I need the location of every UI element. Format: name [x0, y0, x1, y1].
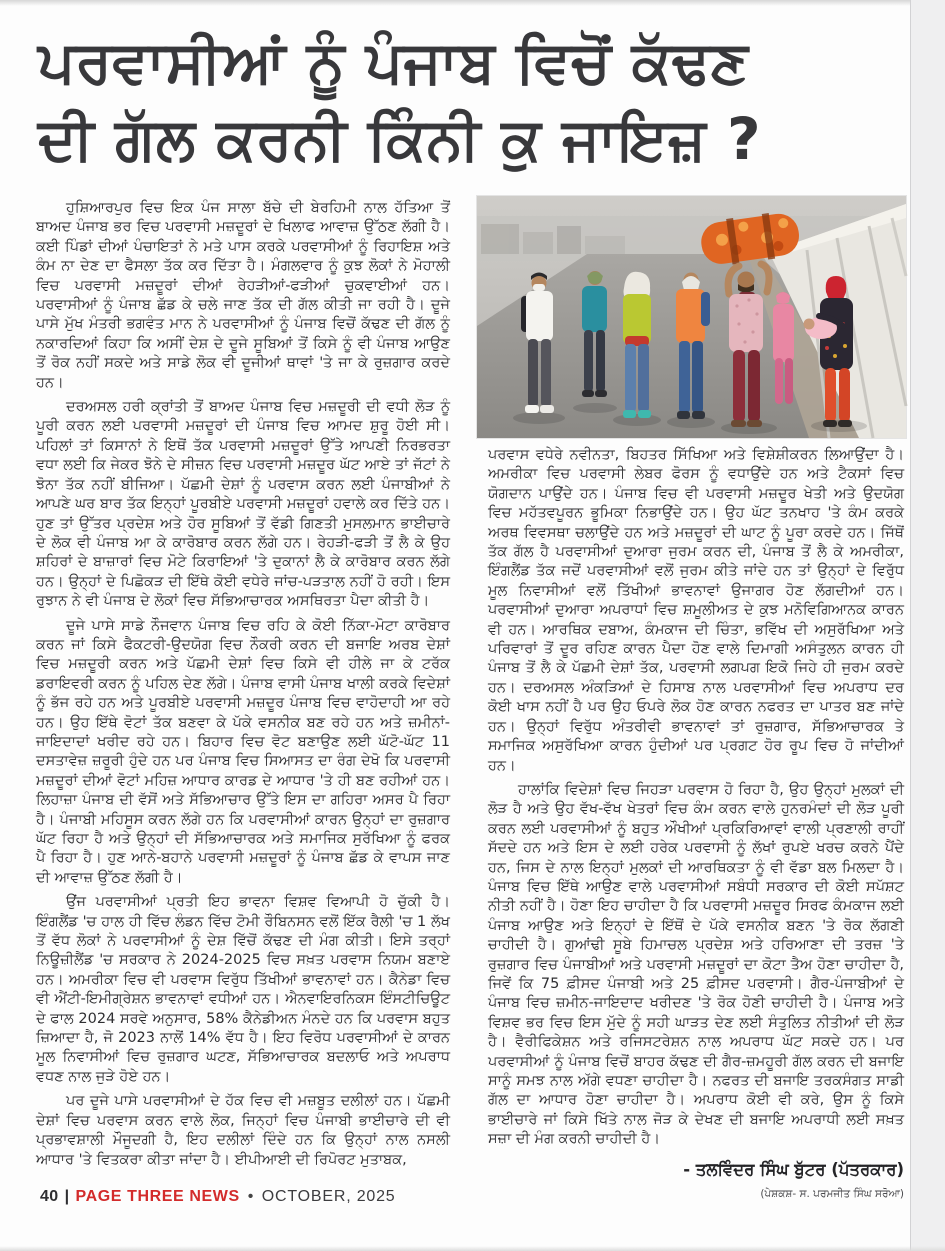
article-paragraph: ਦਰਅਸਲ ਹਰੀ ਕ੍ਰਾਂਤੀ ਤੋਂ ਬਾਅਦ ਪੰਜਾਬ ਵਿਚ ਮਜ਼ਦੂਰੀ ਦੀ ਵਧੀ ਲੋੜ ਨੂੰ ਪੂਰੀ ਕਰਨ ਲਈ ਪਰਵਾਸੀ ਮਜ਼ਦੂਰਾਂ ਦੀ ਪੰਜਾਬ ਵਿਚ ਆਮਦ ਸ਼ੁਰੂ ਹੋਈ ਸੀ। ਪਹਿਲਾਂ ਤਾਂ ਕਿਸਾਨਾਂ ਨੇ ਇਥੋਂ ਤੱਕ ਪਰਵਾਸੀ ਮਜ਼ਦੂਰਾਂ ਉੱਤੇ ਆਪਣੀ ਨਿਰਭਰਤਾ ਵਧਾ ਲਈ ਕਿ ਜੇਕਰ ਝੋਨੇ ਦੇ ਸੀਜ਼ਨ ਵਿਚ ਪਰਵਾਸੀ ਮਜ਼ਦੂਰ ਘੱਟ ਆਏ ਤਾਂ ਜੱਟਾਂ ਨੇ ਝੋਨਾ ਤੱਕ ਨਹੀਂ ਬੀਜਿਆ। ਪੱਛਮੀ ਦੇਸ਼ਾਂ ਨੂੰ ਪਰਵਾਸ ਕਰਨ ਲਈ ਪੰਜਾਬੀਆਂ ਨੇ ਆਪਣੇ ਘਰ ਬਾਰ ਤੱਕ ਇਨ੍ਹਾਂ ਪੂਰਬੀਏ ਪਰਵਾਸੀ ਮਜ਼ਦੂਰਾਂ ਹਵਾਲੇ ਕਰ ਦਿੱਤੇ ਹਨ। ਹੁਣ ਤਾਂ ਉੱਤਰ ਪ੍ਰਦੇਸ਼ ਅਤੇ ਹੋਰ ਸੂਬਿਆਂ ਤੋਂ ਵੱਡੀ ਗਿਣਤੀ ਮੁਸਲਮਾਨ ਭਾਈਚਾਰੇ ਦੇ ਲੋਕ ਵੀ ਪੰਜਾਬ ਆ ਕੇ ਕਾਰੋਬਾਰ ਕਰਨ ਲੱਗੇ ਹਨ। ਰੇਹੜੀ-ਫੜੀ ਤੋਂ ਲੈ ਕੇ ਉਹ ਸ਼ਹਿਰਾਂ ਦੇ ਬਾਜ਼ਾਰਾਂ ਵਿਚ ਮੋਟੇ ਕਿਰਾਇਆਂ 'ਤੇ ਦੁਕਾਨਾਂ ਲੈ ਕੇ ਕਾਰੋਬਾਰ ਕਰਨ ਲੱਗੇ ਹਨ। ਉਨ੍ਹਾਂ ਦੇ ਪਿਛੋਕੜ ਦੀ ਇੱਥੇ ਕੋਈ ਵਧੇਰੇ ਜਾਂਚ-ਪੜਤਾਲ ਨਹੀਂ ਹੋ ਰਹੀ। ਇਸ ਰੁਝਾਨ ਨੇ ਵੀ ਪੰਜਾਬ ਦੇ ਲੋਕਾਂ ਵਿਚ ਸੱਭਿਆਚਾਰਕ ਅਸਥਿਰਤਾ ਪੈਦਾ ਕੀਤੀ ਹੈ।: [36, 399, 450, 610]
issue-date: OCTOBER, 2025: [261, 1188, 396, 1205]
page-top-edge: [0, 0, 945, 6]
article-paragraph: ਪਰਵਾਸ ਵਧੇਰੇ ਨਵੀਨਤਾ, ਬਿਹਤਰ ਸਿੱਖਿਆ ਅਤੇ ਵਿਸ਼ੇਸ਼ੀਕਰਨ ਲਿਆਉਂਦਾ ਹੈ। ਅਮਰੀਕਾ ਵਿਚ ਪਰਵਾਸੀ ਲੇਬਰ ਫੋਰਸ ਨੂੰ ਵਧਾਉਂਦੇ ਹਨ ਅਤੇ ਟੈਕਸਾਂ ਵਿਚ ਯੋਗਦਾਨ ਪਾਉਂਦੇ ਹਨ। ਪੰਜਾਬ ਵਿਚ ਵੀ ਪਰਵਾਸੀ ਮਜ਼ਦੂਰ ਖੇਤੀ ਅਤੇ ਉਦਯੋਗ ਵਿਚ ਮਹੱਤਵਪੂਰਨ ਭੂਮਿਕਾ ਨਿਭਾਉਂਦੇ ਹਨ। ਉਹ ਘੱਟ ਤਨਖਾਹ 'ਤੇ ਕੰਮ ਕਰਕੇ ਅਰਥ ਵਿਵਸਥਾ ਚਲਾਉਂਦੇ ਹਨ ਅਤੇ ਮਜ਼ਦੂਰਾਂ ਦੀ ਘਾਟ ਨੂੰ ਪੂਰਾ ਕਰਦੇ ਹਨ। ਜਿੱਥੋਂ ਤੱਕ ਗੱਲ ਹੈ ਪਰਵਾਸੀਆਂ ਦੁਆਰਾ ਜੁਰਮ ਕਰਨ ਦੀ, ਪੰਜਾਬ ਤੋਂ ਲੈ ਕੇ ਅਮਰੀਕਾ, ਇੰਗਲੈਂਡ ਤੱਕ ਜਦੋਂ ਪਰਵਾਸੀਆਂ ਵਲੋਂ ਜੁਰਮ ਕੀਤੇ ਜਾਂਦੇ ਹਨ ਤਾਂ ਉਨ੍ਹਾਂ ਦੇ ਵਿਰੁੱਧ ਮੂਲ ਨਿਵਾਸੀਆਂ ਵਲੋਂ ਤਿੱਖੀਆਂ ਭਾਵਨਾਵਾਂ ਉਜਾਗਰ ਹੋਣ ਲੱਗਦੀਆਂ ਹਨ। ਪਰਵਾਸੀਆਂ ਦੁਆਰਾ ਅਪਰਾਧਾਂ ਵਿਚ ਸ਼ਮੂਲੀਅਤ ਦੇ ਕੁਝ ਮਨੋਵਿਗਿਆਨਕ ਕਾਰਨ ਵੀ ਹਨ। ਆਰਥਿਕ ਦਬਾਅ, ਕੰਮਕਾਜ ਦੀ ਚਿੰਤਾ, ਭਵਿੱਖ ਦੀ ਅਸੁਰੱਖਿਆ ਅਤੇ ਪਰਿਵਾਰਾਂ ਤੋਂ ਦੂਰ ਰਹਿਣ ਕਾਰਨ ਪੈਦਾ ਹੋਣ ਵਾਲੇ ਦਿਮਾਗੀ ਅਸੰਤੁਲਨ ਕਾਰਨ ਹੀ ਪੰਜਾਬ ਤੋਂ ਲੈ ਕੇ ਪੱਛਮੀ ਦੇਸ਼ਾਂ ਤੱਕ, ਪਰਵਾਸੀ ਲਗਪਗ ਇਕੋ ਜਿਹੇ ਹੀ ਜੁਰਮ ਕਰਦੇ ਹਨ। ਦਰਅਸਲ ਅੰਕੜਿਆਂ ਦੇ ਹਿਸਾਬ ਨਾਲ ਪਰਵਾਸੀਆਂ ਵਿਚ ਅਪਰਾਧ ਦਰ ਕੋਈ ਖਾਸ ਨਹੀਂ ਹੈ ਪਰ ਉਹ ਓਪਰੇ ਲੋਕ ਹੋਣ ਕਾਰਨ ਨਫਰਤ ਦਾ ਪਾਤਰ ਬਣ ਜਾਂਦੇ ਹਨ। ਉਨ੍ਹਾਂ ਵਿਰੁੱਧ ਅੰਤਰੀਵੀ ਭਾਵਨਾਵਾਂ ਤਾਂ ਰੁਜ਼ਗਾਰ, ਸੱਭਿਆਚਾਰਕ ਤੇ ਸਮਾਜਿਕ ਅਸੁਰੱਖਿਆ ਕਾਰਨ ਹੁੰਦੀਆਂ ਪਰ ਪ੍ਰਗਟ ਹੋਰ ਰੂਪ ਵਿਚ ਹੋ ਜਾਂਦੀਆਂ ਹਨ।: [488, 447, 904, 774]
page-footer: [40, 1188, 900, 1206]
article-credit: (ਪੇਸ਼ਕਸ਼- ਸ. ਪਰਮਜੀਤ ਸਿੰਘ ਸਰੋਆ): [760, 1188, 904, 1201]
page-number: 40: [40, 1188, 59, 1205]
article-column-right: [488, 446, 904, 1201]
article-paragraph: ਉਂਜ ਪਰਵਾਸੀਆਂ ਪ੍ਰਤੀ ਇਹ ਭਾਵਨਾ ਵਿਸ਼ਵ ਵਿਆਪੀ ਹੋ ਚੁੱਕੀ ਹੈ। ਇੰਗਲੈਂਡ 'ਚ ਹਾਲ ਹੀ ਵਿੱਚ ਲੰਡਨ ਵਿੱਚ ਟੋਮੀ ਰੌਬਿਨਸਨ ਵਲੋਂ ਇੱਕ ਰੈਲੀ 'ਚ 1 ਲੱਖ ਤੋਂ ਵੱਧ ਲੋਕਾਂ ਨੇ ਪਰਵਾਸੀਆਂ ਨੂੰ ਦੇਸ਼ ਵਿੱਚੋਂ ਕੱਢਣ ਦੀ ਮੰਗ ਕੀਤੀ। ਇਸੇ ਤਰ੍ਹਾਂ ਨਿਊਜ਼ੀਲੈਂਡ 'ਚ ਸਰਕਾਰ ਨੇ 2024-2025 ਵਿਚ ਸਖ਼ਤ ਪਰਵਾਸ ਨਿਯਮ ਬਣਾਏ ਹਨ। ਅਮਰੀਕਾ ਵਿਚ ਵੀ ਪਰਵਾਸ ਵਿਰੁੱਧ ਤਿੱਖੀਆਂ ਭਾਵਨਾਵਾਂ ਹਨ। ਕੈਨੇਡਾ ਵਿਚ ਵੀ ਐਂਟੀ-ਇਮੀਗ੍ਰੇਸ਼ਨ ਭਾਵਨਾਵਾਂ ਵਧੀਆਂ ਹਨ। ਐਨਵਾਇਰਨਿਕਸ ਇੰਸਟੀਚਿਊਟ ਦੇ ਫਾਲ 2024 ਸਰਵੇ ਅਨੁਸਾਰ, 58% ਕੈਨੇਡੀਅਨ ਮੰਨਦੇ ਹਨ ਕਿ ਪਰਵਾਸ ਬਹੁਤ ਜ਼ਿਆਦਾ ਹੈ, ਜੋ 2023 ਨਾਲੋਂ 14% ਵੱਧ ਹੈ। ਇਹ ਵਿਰੋਧ ਪਰਵਾਸੀਆਂ ਦੇ ਕਾਰਨ ਮੂਲ ਨਿਵਾਸੀਆਂ ਵਿਚ ਰੁਜ਼ਗਾਰ ਘਟਣ, ਸੱਭਿਆਚਾਰਕ ਬਦਲਾਓ ਅਤੇ ਅਪਰਾਧ ਵਧਣ ਨਾਲ ਜੁੜੇ ਹੋਏ ਹਨ।: [36, 894, 450, 1085]
footer-bullet: •: [247, 1188, 254, 1205]
article-paragraph: ਹਾਲਾਂਕਿ ਵਿਦੇਸ਼ਾਂ ਵਿਚ ਜਿਹੜਾ ਪਰਵਾਸ ਹੋ ਰਿਹਾ ਹੈ, ਉਹ ਉਨ੍ਹਾਂ ਮੁਲਕਾਂ ਦੀ ਲੋੜ ਹੈ ਅਤੇ ਉਹ ਵੱਖ-ਵੱਖ ਖੇਤਰਾਂ ਵਿਚ ਕੰਮ ਕਰਨ ਵਾਲੇ ਹੁਨਰਮੰਦਾਂ ਦੀ ਲੋੜ ਪੂਰੀ ਕਰਨ ਲਈ ਪਰਵਾਸੀਆਂ ਨੂੰ ਬਹੁਤ ਔਖੀਆਂ ਪ੍ਰਕਿਰਿਆਵਾਂ ਵਾਲੀ ਪ੍ਰਣਾਲੀ ਰਾਹੀਂ ਸੱਦਦੇ ਹਨ ਅਤੇ ਇਸ ਦੇ ਲਈ ਹਰੇਕ ਪਰਵਾਸੀ ਨੂੰ ਲੱਖਾਂ ਰੁਪਏ ਖਰਚ ਕਰਨੇ ਪੈਂਦੇ ਹਨ, ਜਿਸ ਦੇ ਨਾਲ ਇਨ੍ਹਾਂ ਮੁਲਕਾਂ ਦੀ ਆਰਥਿਕਤਾ ਨੂੰ ਵੀ ਵੱਡਾ ਬਲ ਮਿਲਦਾ ਹੈ। ਪੰਜਾਬ ਵਿਚ ਇੱਥੇ ਆਉਣ ਵਾਲੇ ਪਰਵਾਸੀਆਂ ਸਬੰਧੀ ਸਰਕਾਰ ਦੀ ਕੋਈ ਸਪੱਸ਼ਟ ਨੀਤੀ ਨਹੀਂ ਹੈ। ਹੋਣਾ ਇਹ ਚਾਹੀਦਾ ਹੈ ਕਿ ਪਰਵਾਸੀ ਮਜ਼ਦੂਰ ਸਿਰਫ ਕੰਮਕਾਜ ਲਈ ਪੰਜਾਬ ਆਉਣ ਅਤੇ ਇਨ੍ਹਾਂ ਦੇ ਇੱਥੋਂ ਦੇ ਪੱਕੇ ਵਸਨੀਕ ਬਣਨ 'ਤੇ ਰੋਕ ਲੱਗਣੀ ਚਾਹੀਦੀ ਹੈ। ਗੁਆਂਢੀ ਸੂਬੇ ਹਿਮਾਚਲ ਪ੍ਰਦੇਸ਼ ਅਤੇ ਹਰਿਆਣਾ ਦੀ ਤਰਜ਼ 'ਤੇ ਰੁਜ਼ਗਾਰ ਵਿਚ ਪੰਜਾਬੀਆਂ ਅਤੇ ਪਰਵਾਸੀ ਮਜ਼ਦੂਰਾਂ ਦਾ ਕੋਟਾ ਤੈਅ ਹੋਣਾ ਚਾਹੀਦਾ ਹੈ, ਜਿਵੇਂ ਕਿ 75 ਫ਼ੀਸਦ ਪੰਜਾਬੀ ਅਤੇ 25 ਫ਼ੀਸਦ ਪਰਵਾਸੀ। ਗੈਰ-ਪੰਜਾਬੀਆਂ ਦੇ ਪੰਜਾਬ ਵਿਚ ਜ਼ਮੀਨ-ਜਾਇਦਾਦ ਖਰੀਦਣ 'ਤੇ ਰੋਕ ਹੋਣੀ ਚਾਹੀਦੀ ਹੈ। ਪੰਜਾਬ ਅਤੇ ਵਿਸ਼ਵ ਭਰ ਵਿਚ ਇਸ ਮੁੱਦੇ ਨੂੰ ਸਹੀ ਘਾੜਤ ਦੇਣ ਲਈ ਸੰਤੁਲਿਤ ਨੀਤੀਆਂ ਦੀ ਲੋੜ ਹੈ। ਵੈਰੀਫਿਕੇਸ਼ਨ ਅਤੇ ਰਜਿਸਟਰੇਸ਼ਨ ਨਾਲ ਅਪਰਾਧ ਘੱਟ ਸਕਦੇ ਹਨ। ਪਰ ਪਰਵਾਸੀਆਂ ਨੂੰ ਪੰਜਾਬ ਵਿਚੋਂ ਬਾਹਰ ਕੱਢਣ ਦੀ ਗੈਰ-ਜ਼ਮਹੂਰੀ ਗੱਲ ਕਰਨ ਦੀ ਬਜਾਇ ਸਾਨੂੰ ਸਮਝ ਨਾਲ ਅੱਗੇ ਵਧਣਾ ਚਾਹੀਦਾ ਹੈ। ਨਫਰਤ ਦੀ ਬਜਾਇ ਤਰਕਸੰਗਤ ਸਾਡੀ ਗੱਲ ਦਾ ਆਧਾਰ ਹੋਣਾ ਚਾਹੀਦਾ ਹੈ। ਅਪਰਾਧ ਕੋਈ ਵੀ ਕਰੇ, ਉਸ ਨੂੰ ਕਿਸੇ ਭਾਈਚਾਰੇ ਜਾਂ ਕਿਸੇ ਖਿੱਤੇ ਨਾਲ ਜੋੜ ਕੇ ਦੇਖਣ ਦੀ ਬਜਾਇ ਅਪਰਾਧੀ ਲਈ ਸਖ਼ਤ ਸਜ਼ਾ ਦੀ ਮੰਗ ਕਰਨੀ ਚਾਹੀਦੀ ਹੈ।: [488, 781, 904, 1148]
page-right-edge: [910, 0, 945, 1251]
headline-line-1: ਪਰਵਾਸੀਆਂ ਨੂੰ ਪੰਜਾਬ ਵਿਚੋਂ ਕੱਢਣ: [38, 28, 749, 96]
article-byline: - ਤਲਵਿੰਦਰ ਸਿੰਘ ਬੁੱਟਰ (ਪੱਤਰਕਾਰ): [683, 1159, 904, 1179]
article-photo: [477, 196, 906, 438]
article-paragraph: ਹੁਸ਼ਿਆਰਪੁਰ ਵਿਚ ਇਕ ਪੰਜ ਸਾਲਾ ਬੱਚੇ ਦੀ ਬੇਰਹਿਮੀ ਨਾਲ ਹੱਤਿਆ ਤੋਂ ਬਾਅਦ ਪੰਜਾਬ ਭਰ ਵਿਚ ਪਰਵਾਸੀ ਮਜ਼ਦੂਰਾਂ ਦੇ ਖਿਲਾਫ ਆਵਾਜ਼ ਉੱਠਣ ਲੱਗੀ ਹੈ। ਕਈ ਪਿੰਡਾਂ ਦੀਆਂ ਪੰਚਾਇਤਾਂ ਨੇ ਮਤੇ ਪਾਸ ਕਰਕੇ ਪਰਵਾਸੀਆਂ ਨੂੰ ਰਿਹਾਇਸ਼ ਅਤੇ ਕੰਮ ਨਾ ਦੇਣ ਦਾ ਫੈਸਲਾ ਤੱਕ ਕਰ ਦਿੱਤਾ ਹੈ। ਮੰਗਲਵਾਰ ਨੂੰ ਕੁਝ ਲੋਕਾਂ ਨੇ ਮੋਹਾਲੀ ਵਿਚ ਪਰਵਾਸੀ ਮਜ਼ਦੂਰਾਂ ਦੀਆਂ ਰੇਹੜੀਆਂ-ਫੜੀਆਂ ਚੁਕਵਾਈਆਂ ਹਨ। ਪਰਵਾਸੀਆਂ ਨੂੰ ਪੰਜਾਬ ਛੱਡ ਕੇ ਚਲੇ ਜਾਣ ਤੱਕ ਦੀ ਗੱਲ ਕੀਤੀ ਜਾ ਰਹੀ ਹੈ। ਦੂਜੇ ਪਾਸੇ ਮੁੱਖ ਮੰਤਰੀ ਭਗਵੰਤ ਮਾਨ ਨੇ ਪਰਵਾਸੀਆਂ ਨੂੰ ਪੰਜਾਬ ਵਿਚੋਂ ਕੱਢਣ ਦੀ ਗੱਲ ਨੂੰ ਨਕਾਰਦਿਆਂ ਕਿਹਾ ਕਿ ਅਸੀਂ ਦੇਸ਼ ਦੇ ਦੂਜੇ ਸੂਬਿਆਂ ਤੋਂ ਕਿਸੇ ਨੂੰ ਵੀ ਪੰਜਾਬ ਆਉਣ ਤੋਂ ਰੋਕ ਨਹੀਂ ਸਕਦੇ ਅਤੇ ਸਾਡੇ ਲੋਕ ਵੀ ਦੂਜੀਆਂ ਥਾਵਾਂ 'ਤੇ ਜਾ ਕੇ ਰੁਜ਼ਗਾਰ ਕਰਦੇ ਹਨ।: [36, 200, 450, 391]
article-headline: [38, 24, 898, 178]
article-column-left: [36, 199, 450, 1168]
headline-line-2: ਦੀ ਗੱਲ ਕਰਨੀ ਕਿੰਨੀ ਕੁ ਜਾਇਜ਼ ?: [38, 105, 762, 173]
article-paragraph: ਪਰ ਦੂਜੇ ਪਾਸੇ ਪਰਵਾਸੀਆਂ ਦੇ ਹੱਕ ਵਿਚ ਵੀ ਮਜ਼ਬੂਤ ਦਲੀਲਾਂ ਹਨ। ਪੱਛਮੀ ਦੇਸ਼ਾਂ ਵਿਚ ਪਰਵਾਸ ਕਰਨ ਵਾਲੇ ਲੋਕ, ਜਿਨ੍ਹਾਂ ਵਿਚ ਪੰਜਾਬੀ ਭਾਈਚਾਰੇ ਦੀ ਵੀ ਪ੍ਰਭਾਵਸ਼ਾਲੀ ਮੌਜੂਦਗੀ ਹੈ, ਇਹ ਦਲੀਲਾਂ ਦਿੰਦੇ ਹਨ ਕਿ ਉਨ੍ਹਾਂ ਨਾਲ ਨਸਲੀ ਆਧਾਰ 'ਤੇ ਵਿਤਕਰਾ ਕੀਤਾ ਜਾਂਦਾ ਹੈ। ਈਪੀਆਈ ਦੀ ਰਿਪੋਰਟ ਮੁਤਾਬਕ,: [36, 1093, 450, 1168]
article-paragraph: ਦੂਜੇ ਪਾਸੇ ਸਾਡੇ ਨੌਜਵਾਨ ਪੰਜਾਬ ਵਿਚ ਰਹਿ ਕੇ ਕੋਈ ਨਿੱਕਾ-ਮੋਟਾ ਕਾਰੋਬਾਰ ਕਰਨ ਜਾਂ ਕਿਸੇ ਫੈਕਟਰੀ-ਉਦਯੋਗ ਵਿਚ ਨੌਕਰੀ ਕਰਨ ਦੀ ਬਜਾਇ ਅਰਬ ਦੇਸ਼ਾਂ ਵਿਚ ਮਜ਼ਦੂਰੀ ਕਰਨ ਅਤੇ ਪੱਛਮੀ ਦੇਸ਼ਾਂ ਵਿਚ ਕਿਸੇ ਵੀ ਹੀਲੇ ਜਾ ਕੇ ਟਰੱਕ ਡਰਾਇਵਰੀ ਕਰਨ ਨੂੰ ਪਹਿਲ ਦੇਣ ਲੱਗੇ। ਪੰਜਾਬ ਵਾਸੀ ਪੰਜਾਬ ਖਾਲੀ ਕਰਕੇ ਵਿਦੇਸ਼ਾਂ ਨੂੰ ਭੱਜ ਰਹੇ ਹਨ ਅਤੇ ਪੂਰਬੀਏ ਪਰਵਾਸੀ ਮਜ਼ਦੂਰ ਪੰਜਾਬ ਵਿਚ ਵਾਹੋਦਾਹੀ ਆ ਰਹੇ ਹਨ। ਉਹ ਇੱਥੇ ਵੋਟਾਂ ਤੱਕ ਬਣਵਾ ਕੇ ਪੱਕੇ ਵਸਨੀਕ ਬਣ ਰਹੇ ਹਨ ਅਤੇ ਜ਼ਮੀਨਾਂ-ਜਾਇਦਾਦਾਂ ਖਰੀਦ ਰਹੇ ਹਨ। ਬਿਹਾਰ ਵਿਚ ਵੋਟ ਬਣਾਉਣ ਲਈ ਘੱਟੋ-ਘੱਟ 11 ਦਸਤਾਵੇਜ਼ ਜ਼ਰੂਰੀ ਹੁੰਦੇ ਹਨ ਪਰ ਪੰਜਾਬ ਵਿਚ ਸਿਆਸਤ ਦਾ ਰੰਗ ਦੇਖੋ ਕਿ ਪਰਵਾਸੀ ਮਜ਼ਦੂਰਾਂ ਦੀਆਂ ਵੋਟਾਂ ਮਹਿਜ਼ ਆਧਾਰ ਕਾਰਡ ਦੇ ਆਧਾਰ 'ਤੇ ਹੀ ਬਣ ਰਹੀਆਂ ਹਨ। ਲਿਹਾਜ਼ਾ ਪੰਜਾਬ ਦੀ ਵੱਸੋਂ ਅਤੇ ਸੱਭਿਆਚਾਰ ਉੱਤੇ ਇਸ ਦਾ ਗਹਿਰਾ ਅਸਰ ਪੈ ਰਿਹਾ ਹੈ। ਪੰਜਾਬੀ ਮਹਿਸੂਸ ਕਰਨ ਲੱਗੇ ਹਨ ਕਿ ਪਰਵਾਸੀਆਂ ਕਾਰਨ ਉਨ੍ਹਾਂ ਦਾ ਰੁਜ਼ਗਾਰ ਘੱਟ ਰਿਹਾ ਹੈ ਅਤੇ ਉਨ੍ਹਾਂ ਦੀ ਸੱਭਿਆਚਾਰਕ ਅਤੇ ਸਮਾਜਿਕ ਸੁਰੱਖਿਆ ਨੂੰ ਫਰਕ ਪੈ ਰਿਹਾ ਹੈ। ਹੁਣ ਆਨੇ-ਬਹਾਨੇ ਪਰਵਾਸੀ ਮਜ਼ਦੂਰਾਂ ਨੂੰ ਪੰਜਾਬ ਛੱਡ ਕੇ ਵਾਪਸ ਜਾਣ ਦੀ ਆਵਾਜ਼ ਉੱਠਣ ਲੱਗੀ ਹੈ।: [36, 617, 450, 886]
footer-separator: |: [64, 1188, 70, 1205]
publication-name: PAGE THREE NEWS: [75, 1188, 240, 1205]
page-bottom-edge: [0, 1246, 945, 1251]
migrants-photo-illustration: [477, 196, 906, 438]
